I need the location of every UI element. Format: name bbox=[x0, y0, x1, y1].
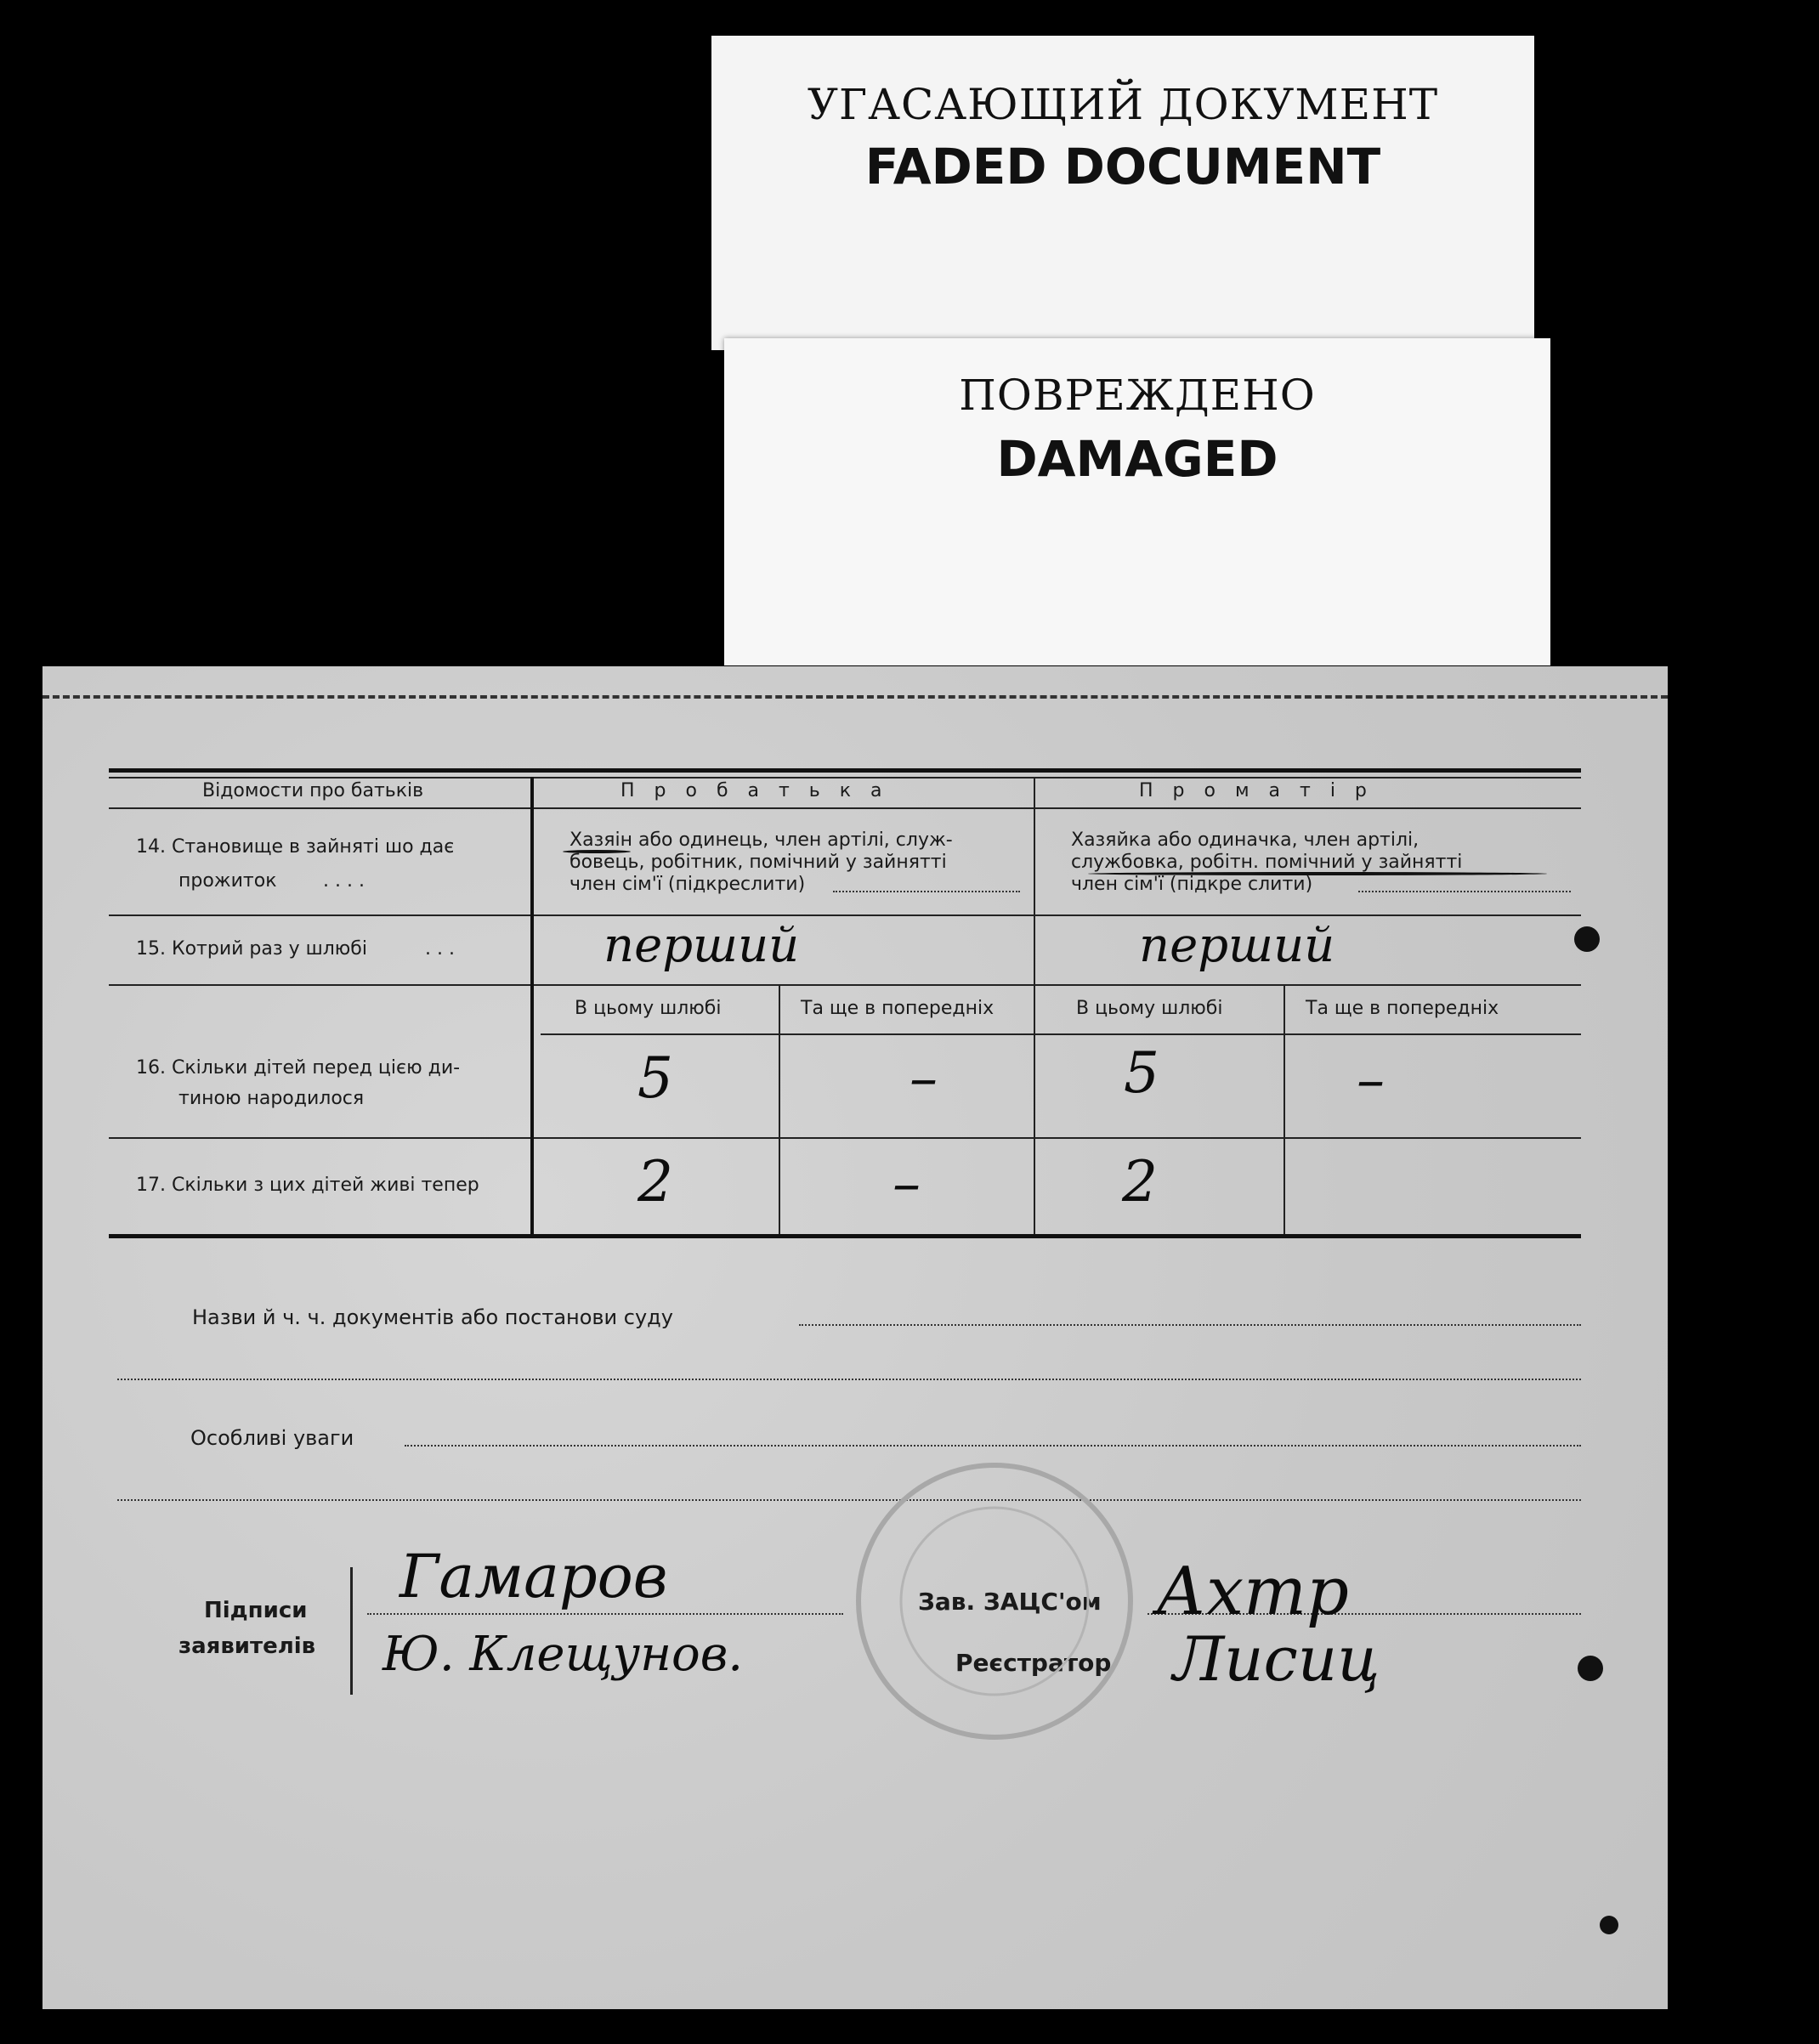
label-column-rule bbox=[530, 777, 534, 1234]
row17-label: 17. Скільки з цих дітей живі тепер bbox=[136, 1175, 479, 1196]
row16-father-this: 5 bbox=[638, 1045, 673, 1111]
row14-bottom-rule bbox=[109, 914, 1581, 916]
row15-father-value: перший bbox=[604, 918, 800, 973]
mother-subheader-prev: Та ще в попередніх bbox=[1306, 998, 1499, 1019]
mother-underline-mark bbox=[1088, 872, 1547, 875]
remarks-dotline-2 bbox=[117, 1499, 1581, 1501]
row15-label: 15. Котрий раз у шлюбі bbox=[136, 938, 367, 960]
perforation-line bbox=[42, 695, 1668, 699]
row14-mother-1: Хазяйка або одиначка, член артілі, bbox=[1071, 829, 1420, 851]
remarks-label: Особливі уваги bbox=[190, 1426, 354, 1450]
form-sheet bbox=[42, 666, 1668, 2009]
row14-father-dotline bbox=[833, 891, 1020, 892]
row14-mother-3: член сім'ї (підкре слити) bbox=[1071, 874, 1313, 895]
row15-mother-value: перший bbox=[1139, 918, 1335, 973]
header-father: П р о б а т ь к а bbox=[620, 780, 889, 801]
row16-bottom-rule bbox=[109, 1137, 1581, 1139]
head-label: Зав. ЗАЦС'ом bbox=[918, 1588, 1102, 1616]
damaged-label-ru: ПОВРЕЖДЕНО bbox=[959, 371, 1316, 420]
row14-dots: . . . . bbox=[323, 870, 365, 892]
subheader-bottom-rule bbox=[541, 1033, 1581, 1035]
row17-mother-this: 2 bbox=[1122, 1149, 1158, 1215]
faded-label-en: FADED DOCUMENT bbox=[864, 138, 1381, 195]
damaged-document-card bbox=[724, 338, 1550, 665]
header-bottom-rule bbox=[109, 807, 1581, 809]
row14-label-2: прожиток bbox=[178, 870, 277, 892]
mother-subheader-this: В цьому шлюбі bbox=[1076, 998, 1223, 1019]
table-top-rule bbox=[109, 768, 1581, 773]
registrar-signature: Лисиц bbox=[1173, 1623, 1380, 1695]
applicants-bracket bbox=[350, 1567, 353, 1695]
row14-mother-2: службовка, робітн. помічний у зайнятті bbox=[1071, 852, 1463, 873]
table-top-rule-2 bbox=[109, 777, 1581, 779]
binding-hole bbox=[1600, 1916, 1618, 1934]
applicants-label-1: Підписи bbox=[204, 1598, 308, 1623]
documents-dotline-1 bbox=[799, 1324, 1581, 1326]
row16-label-2: тиною народилося bbox=[178, 1088, 365, 1109]
applicant2-signature: Ю. Клещунов. bbox=[382, 1627, 744, 1682]
row16-father-prev: – bbox=[910, 1045, 938, 1111]
documents-dotline-2 bbox=[117, 1379, 1581, 1380]
head-signature: Ахтр bbox=[1156, 1554, 1349, 1630]
father-subheader-this: В цьому шлюбі bbox=[575, 998, 722, 1019]
row14-father-2: бовець, робітник, помічний у зайнятті bbox=[570, 852, 947, 873]
documents-label: Назви й ч. ч. документів або постанови суду bbox=[192, 1305, 673, 1329]
row17-father-this: 2 bbox=[638, 1149, 673, 1215]
row16-label-1: 16. Скільки дітей перед цією ди- bbox=[136, 1057, 461, 1079]
official-stamp bbox=[850, 1457, 1139, 1746]
father-subcol-rule bbox=[779, 984, 780, 1234]
father-subheader-prev: Та ще в попередніх bbox=[801, 998, 994, 1019]
father-underline-mark bbox=[563, 850, 631, 853]
remarks-dotline-1 bbox=[405, 1445, 1581, 1447]
applicant1-signature: Гамаров bbox=[400, 1542, 668, 1611]
mother-subcol-rule bbox=[1284, 984, 1285, 1234]
row16-mother-prev: – bbox=[1357, 1047, 1385, 1113]
faded-document-card bbox=[711, 36, 1534, 350]
binding-hole bbox=[1574, 926, 1600, 952]
table-bottom-rule bbox=[109, 1234, 1581, 1238]
applicants-label-2: заявителів bbox=[178, 1634, 316, 1659]
row14-mother-dotline bbox=[1358, 891, 1571, 892]
row15-bottom-rule bbox=[109, 984, 1581, 986]
registrar-label: Реєстратор bbox=[955, 1649, 1112, 1677]
row14-label-1: 14. Становище в зайняті шо дає bbox=[136, 836, 455, 858]
father-mother-rule bbox=[1034, 777, 1035, 1234]
header-info: Відомости про батьків bbox=[202, 780, 424, 801]
row16-mother-this: 5 bbox=[1124, 1040, 1159, 1106]
header-mother: П р о м а т і р bbox=[1139, 780, 1374, 801]
row17-father-prev: – bbox=[892, 1151, 921, 1216]
row15-dots: . . . bbox=[425, 938, 455, 960]
damaged-label-en: DAMAGED bbox=[996, 430, 1278, 488]
row14-father-3: член сім'ї (підкреслити) bbox=[570, 874, 806, 895]
row14-father-1: Хазяін або одинець, член артілі, служ- bbox=[570, 829, 953, 851]
faded-label-ru: УГАСАЮЩИЙ ДОКУМЕНТ bbox=[807, 80, 1439, 129]
binding-hole bbox=[1578, 1656, 1603, 1681]
applicant1-dotline bbox=[367, 1613, 843, 1615]
